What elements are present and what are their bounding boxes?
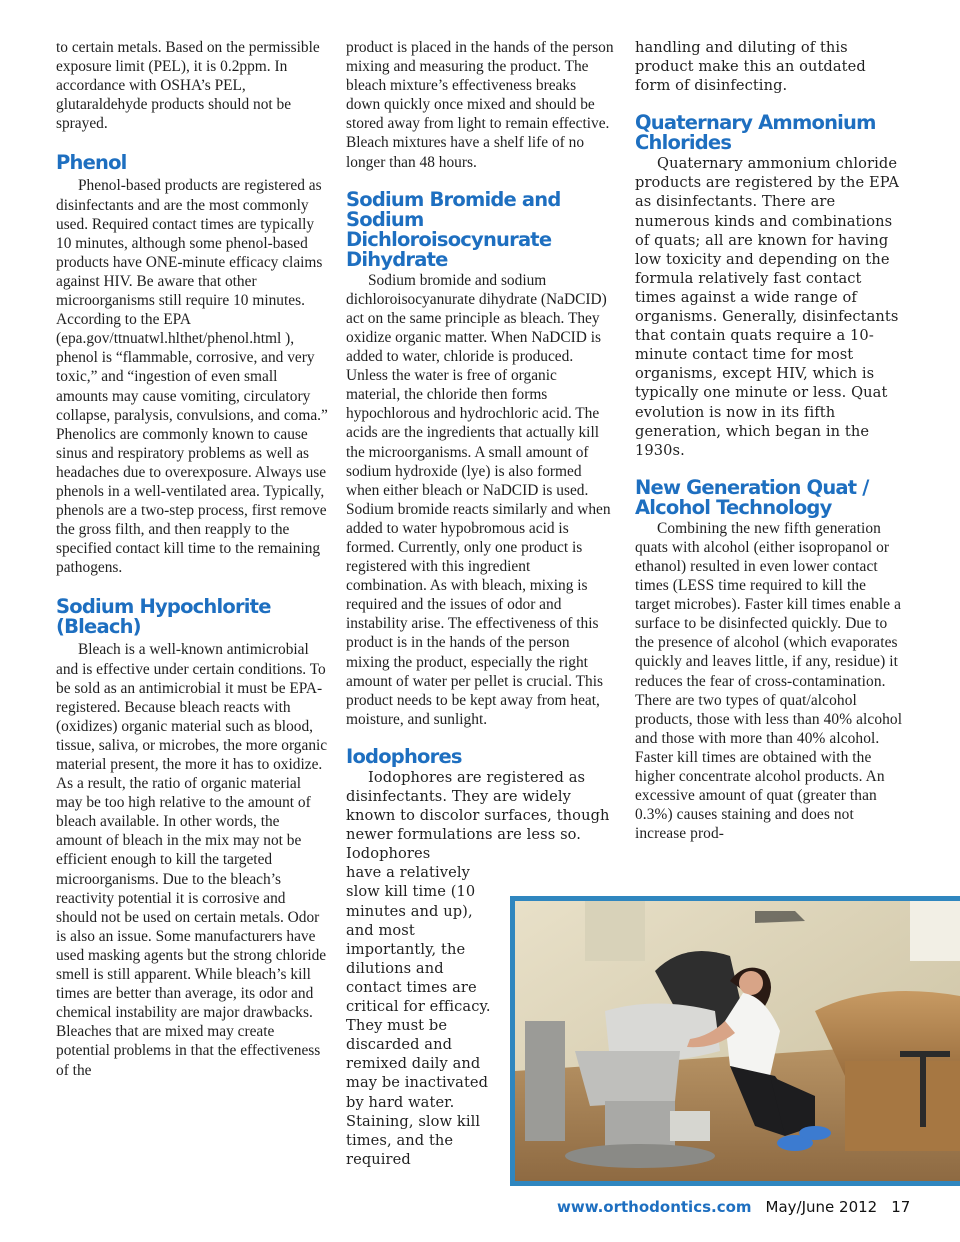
bleach-heading: Sodium Hypochlorite (Bleach) bbox=[56, 595, 271, 639]
footer-website-link[interactable]: www.orthodontics.com bbox=[557, 1198, 752, 1216]
bromide-paragraph: Sodium bromide and sodium dichloroisocyanurate dihydrate (NaDCID) act on the same principle as bleach. They oxidize organic matter. When NaDCID is added to water, chloride is produced. Unless the water is free of organic material, the chloride then forms hypochlorous and hydrochloric acid. The acids are the ingredients that actually kill the microorganisms. A small amount of sodium hydroxide (lye) is also formed when either bleach or NaDCID is used. Sodium bromide reacts similarly and when added to water hypobromous acid is formed. Currently, only one product is registered with this ingredient combination. As with bleach, mixing is required and the issues of odor and instability arise. The effectiveness of this product is in the hands of the person mixing the product, especially the right amount of water per pellet is crucial. This product needs to be kept away from heat, moisture, and sunlight. bbox=[346, 271, 611, 728]
column-3 bbox=[635, 38, 905, 843]
phenol-heading: Phenol bbox=[56, 151, 127, 175]
iodophores-heading: Iodophores bbox=[346, 744, 462, 768]
iodophores-paragraph-wide: Iodophores are registered as disinfectants. They are widely known to discolor surfaces, though newer formulations are less so. Iodophores bbox=[346, 768, 610, 863]
column-1 bbox=[56, 38, 328, 1080]
page-footer bbox=[557, 1198, 910, 1216]
new-generation-paragraph: Combining the new fifth generation quats with alcohol (either isopropanol or ethanol) resulted in even lower contact times (LESS time required to kill the target microbes). Faster kill times enable a surface to be disinfected quickly. Due to the presence of alcohol (which evaporates quickly and leaves little, if any, residue) it reduces the fear of cross-contamination. There are two types of quat/alcohol products, those with less than 40% alcohol and those with more than 40% alcohol. Faster kill times are obtained with the higher concentrate alcohol products. An excessive amount of quat (greater than 0.3%) causes staining and does not increase prod- bbox=[635, 519, 903, 843]
col2-intro-paragraph: product is placed in the hands of the person mixing and measuring the product. The bleach mixture’s effectiveness breaks down quickly once mixed and should be stored away from light to remain effective. Bleach mixtures have a shelf life of no longer than 48 hours. bbox=[346, 39, 614, 171]
bleach-paragraph: Bleach is a well-known antimicrobial and is effective under certain conditions. To be sold as an antimicrobial it must be EPA-registered. Because bleach reacts with (oxidizes) organic material such as blood, tissue, saliva, or microbes, the more organic material present, the more it has to oxidize. As a result, the ratio of organic material may be too high relative to the amount of bleach available. In other words, the amount of bleach in the mix may not be efficient enough to kill the targeted microorganisms. Due to the bleach’s reactivity potential it is corrosive and should not be used on certain metals. Odor is also an issue. Some manufacturers have used masking agents but the strong chloride smell is still apparent. While bleach’s kill times are better than average, its odor and chemical instability are major drawbacks. Bleaches that are mixed may create potential problems in that the effectiveness of the bbox=[56, 641, 328, 1079]
iodophores-paragraph-narrow: have a relatively slow kill time (10 minutes and up), and most importantly, the dilutions and contact times are critical for efficacy. They must be discarded and remixed daily and may be inactivated by hard water. Staining, slow kill times, and the required bbox=[346, 864, 491, 1168]
quat-paragraph: Quaternary ammonium chloride products are registered by the EPA as disinfectants. There are numerous kinds and combinations of quats; all are known for having low toxicity and depending on the formula relatively fast contact times against a wide range of organisms. Generally, disinfectants that contain quats require a 10-minute contact time for most organisms, except HIV, which is typically one minute or less. Quat evolution is now in its fifth generation, which began in the 1930s. bbox=[635, 155, 900, 459]
photo-dental-assistant-disinfecting-chair bbox=[510, 896, 960, 1186]
footer-issue-date: May/June 2012 bbox=[765, 1198, 878, 1216]
phenol-paragraph: Phenol-based products are registered as disinfectants and are the most commonly used. Required contact times are typically 10 minutes, although some phenol-based products have ONE-minute efficacy claims against HIV. Be aware that other microorganisms still require 10 minutes. According to the EPA (epa.gov/ttnuatwl.hlthet/phenol.html ), phenol is “flammable, corrosive, and very toxic,” and “ingestion of even small amounts may cause vomiting, circulatory collapse, paralysis, convulsions, and coma.” Phenolics are commonly known to cause sinus and respiratory problems as well as headaches due to overexposure. Always use phenols in a well-ventilated area. Typically, phenols are a two-step process, first remove the gross filth, and then reapply to the specified contact kill time to the remaining pathogens. bbox=[56, 177, 328, 577]
bromide-heading: Sodium Bromide and Sodium Dichloroisocynurate Dihydrate bbox=[346, 187, 561, 271]
col1-intro-paragraph: to certain metals. Based on the permissible exposure limit (PEL), it is 0.2ppm. In accordance with OSHA’s PEL, glutaraldehyde products should not be sprayed. bbox=[56, 39, 320, 133]
quat-heading: Quaternary Ammonium Chlorides bbox=[635, 111, 876, 155]
photo-illustration bbox=[515, 901, 960, 1181]
new-generation-heading: New Generation Quat / Alcohol Technology bbox=[635, 475, 869, 519]
footer-page-number: 17 bbox=[891, 1198, 911, 1216]
col3-intro-paragraph: handling and diluting of this product make this an outdated form of disinfecting. bbox=[635, 39, 866, 95]
